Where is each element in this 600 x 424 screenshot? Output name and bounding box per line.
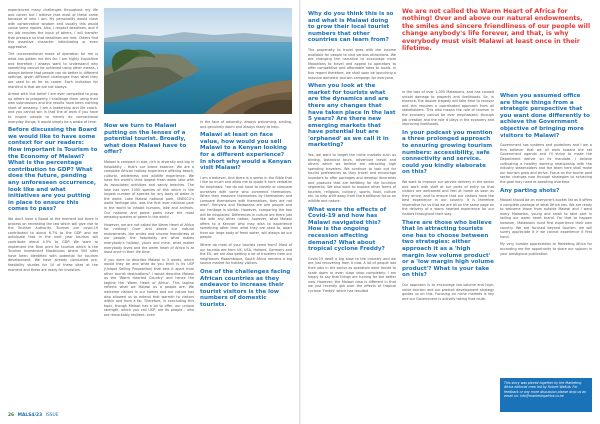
interview-question: Any parting shots? (500, 187, 560, 194)
lake-malawi-photo (104, 8, 292, 114)
left-column-2 (104, 120, 194, 410)
paragraph: Where do most of your tourists come from? Most of our tourists are from UK, USA, Holland, Germany and the EU, we are also getting a lot of travelers from our neighbours Mozambique, South Africa remains a big source market for holiday visitors. (200, 243, 292, 266)
interview-question: In your podcast you mention a three prolonged approach to ensuring growing tourism numbers: accessibility, safe connectivity and service. could you kindly elaborate on this? (402, 129, 493, 176)
right-page (300, 0, 600, 424)
interview-question: When you assumed office are there things from a strategic perspective that you want done differently to achieve the Government objective of bringing more visitors to Malawi? (500, 93, 591, 139)
paragraph: Our approach is to encourage low-volume and high-value tourism and our product development strategy guides us on this. Focusing on niche markets is key and our Government is actively taking that route. (402, 283, 494, 301)
interview-question: Malawi at least on face value, how would you sell Malawi to a Kenyan looking for a different experience? In short why would a Kenyan visit Malawi? (200, 132, 292, 172)
paragraph: We want to improve our service delivery in the sector and work with staff at our ports of entry so that visitors are welcomed and feel at home as soon as they arrive, and to ensure that our visitors have the best experience in our country. It is therefore imperative for us that we are all on the same page on the delivery of a warm hearted experience for our visitors throughout their stay. (402, 179, 494, 217)
paragraph: Government has systems and guidelines and I am a firm believer that we all work toward the set Government agenda and I'll strive to make the Department deliver on its mandate. I believe cultivating a healthy working relationship with the industry stakeholders and the team here shall make our tourism grow and thrive. Focus on the tourist gold sector changes now through strategies to achieving the goal may need re-tweaking overtime. (500, 143, 592, 184)
right-column-1 (308, 8, 396, 412)
interview-question: Now we turn to Malawi putting on the lenses of a potential tourist. Broadly, what does Malawi have to offer? (104, 123, 187, 156)
paragraph: Malawi should be on everyone's bucket list as it offers a complete package of what Africa has. We are ready to welcome those from outside Malawi and I want every Malawian, young and small to take part in selling our warm heart brand. For that to happen however, Malawians must first experience their own country. We are focused beyond tourism. we will surely appreciate it if we cannot experience it first hand. (500, 198, 592, 239)
paragraph: My very humble appreciation to Marketing Africa for according me the opportunity to share our sojourn in your prestigious publication. (500, 242, 592, 256)
interview-question: When you look at the market for tourists what are the dynamics and are there any changes that have taken place in the last 5 years? Are there new emerging markets that have potential but are 'orphaned' as we call it in marketing? (308, 83, 396, 149)
paragraph: We don't have a Board at the moment but there is process on recreating the law which will give rise to the Tourism Authority. Tourism pre covid-19 contributed to about 6.7% to the GDP and we anticipate that in the next year tourism will contribute about 4.5% to GDP. We want to implement the Blue print for tourism which is the Tourism Investment Masterplan where 500 sites have been identified with potential for tourism development. We have already conducted pre-feasibility studies for 10 of these sites at the moment and these are ready for investors. (8, 216, 98, 272)
paragraph: However, we are not called the Warm Heart of Africa for nothing! Over and above our natural endowments, the smiles and sincere friendliness of our people, the hospitality are what makes everybody's holiday, yours and mine, what makes everybody loves and the warm heart of Africa is at least once in their life time. (104, 222, 194, 255)
paragraph: Yes, we want to target the niche markets such as birding, botanical tours, adventure travel and others which we believe are attracting high spending travelers. We continue to look out for tourist preferences as they travel and encourage investors to offer packages and develop itineraries and products that are befitting for the lucrative segments. We also want to explore other forms of tourism, religious, culinary, sports, food, culture etc. to help shift away from the traditional focus on wildlife and nature. (308, 153, 396, 203)
paragraph: I am a believer. And there is a sense in the Bible that I like so much and allow me to quote it here verbatim for emphasis: "we do not have to closely or compare ourselves with some who commend themselves. When they measure themselves by themselves and compare themselves with themselves, they are not wise". Kenyans and Malawians are one people and our heritage is similar. However, comparing the two will be misplaced. Differences in culture are there just like with any other nation; however, what Malawi offers to a Kenyan who may wish to experience something other than what they are used to, apart from our large body of fresh water, will always be our people. (200, 175, 292, 240)
paragraph: If you were to describe Malawi in 3 words, which would they be and what do you think is its USP (Unique Selling Proposition) that sets it apart from other tourist destinations? I would describe Malawi as the 'Warm Hearted Country' and hence the tagline the 'Warm Heart of Africa'. This tagline reflects what we Malawi as a people are. We welcome visitors in our homes and our nature has also allowed us to extend that warmth to visitors within and from a far. Therefore, in concluding this topic, though Malawi has a lot to offer, our unique strength, which you call USP, are its people - who are remarkably resilient, even (104, 257, 194, 317)
left-column-3 (200, 120, 292, 410)
interview-question: What were the effects of Covid-19 and how has Malawi navigated this? How is the ongoing recession affecting demand? What about tropical cyclone Freddy? (308, 206, 387, 253)
paragraph: in the loss of over 1,000 Malawians, and has caused untold damage to property and livelihoods. So, in essence, the double tragedy will take time to recover and this requires a coordinated approach from all stakeholders. This also means the role of tourism in the economy cannot be over emphasized, through job creation and the role it plays in the economy and improving livelihoods. (402, 90, 494, 127)
paragraph: Armed with this belief I am ever compelled to prop up others to prosperity. I challenge them using their own submissions and the results have been nothing short of amazing. I am a leadership and life coach, and you cannot win in that line of work if you have to inspire people to merely do conventional everyday things; it would simply be a waste of time. (8, 92, 98, 124)
left-column-1 (8, 8, 98, 410)
paragraph: The unconventional mode of operation for me is what has gotten me this far. I am highly inquisitive and therefore I always want to understand why something cannot be achieved using other means. I always believe that people can do better in different settings, given different challenges than what they are used to as far as career. Each invitation for mankind is that we are not always. (8, 52, 98, 89)
lake-photo-illustration (104, 8, 292, 114)
interview-question: There are those who believe that in attracting tourists one has to choose between two strategies: either approach it as a 'high margin low volume product' or a 'low margin high volume product'? What is your take on this? (402, 219, 494, 279)
interview-question: Before discussing the Board we would like to have some context for our readers: How important is Tourism to the Economy of Malawi? What is the percentage contribution to GDP? What does the future, pending any unforeseen occurrence, look like and what initiatives are you putting in place to ensure this comes to pass? (8, 127, 98, 213)
paragraph: Covid-19 dealt a big blow to the industry and we are just recovering from it now. A lot of people lost their jobs in the sector as operators were forced to scale down or even close shop completely. I am happy to say that things are turning for the better now. However, the Malawi case is different in that we just recently got over the effects of tropical cyclone 'Freddy' which has resulted (308, 256, 396, 293)
paragraph: The propensity to travel goes with the income available for people to visit various attractions. We are changing the narrative to encourage more Malawians to travel and appeal to operators to offer competitive and affordable rates to locals. In this regard therefore, we shall soon be launching a massive domestic tourism campaign for everyone. (308, 47, 396, 80)
paragraph: in the face of adversity, always welcoming, smiling, and genuinely warm and always ready to help. (200, 120, 292, 129)
interview-question: Why do you think this is so and what is Malawi doing to grow their local tourist numbers that other countries can learn from? (308, 11, 394, 44)
paragraph: Malawi is compact in size, rich in diversity and big in hospitality – that's our brand essence. We are a complete African holiday experience offering beach, cultural, wilderness and wildlife experience. We have the world's third largest fresh water lake with its associated activities and sandy beaches. The lake has over 1000 species of fish which is the largest number of species for any body of water in the world. Lake Malawi national park, UNESCO's world heritage site, was the first ever national park in the world to inhabit humans, lake and animals. Our national and game parks have the most amazing species of game in the world. (104, 159, 194, 220)
right-column-2 (402, 90, 494, 412)
paragraph: experienced many challenges throughout my life and career but I believe that most of these came because of who I am. My personality would clash with conservative wisdom and usually this would cause some ripples. Also, I respect deadlines, and if my job requires the input of others, I will transfer that pressure so that deadlines are met. Others find this assertive character intimidating or even aggressive. (8, 8, 98, 49)
page-footer (8, 413, 59, 418)
right-column-3 (500, 90, 592, 370)
issue-label: ISSUE (45, 413, 59, 418)
editorial-note-box: This story was pieced together by the Marketing Africa editorial crew led by Robert Wafula. For feedback or any more discussion please drop us an email on: info@marketingafrica.co.ke (500, 378, 592, 412)
pull-quote: We are not called the Warm Heart of Africa for nothing! Over and above our natural endowments, the smiles and sincere friendliness of our people will change anybody's life forever, and that, is why everybody must visit Malawi at least once in their lifetime. (402, 8, 591, 53)
magazine-title: MALS4/23 (17, 413, 43, 418)
interview-question: One of the challenges facing African countries as they endeavor to increase their tourist visitors is the low numbers of domestic tourists. (200, 269, 291, 308)
page-number: 26 (8, 413, 15, 418)
